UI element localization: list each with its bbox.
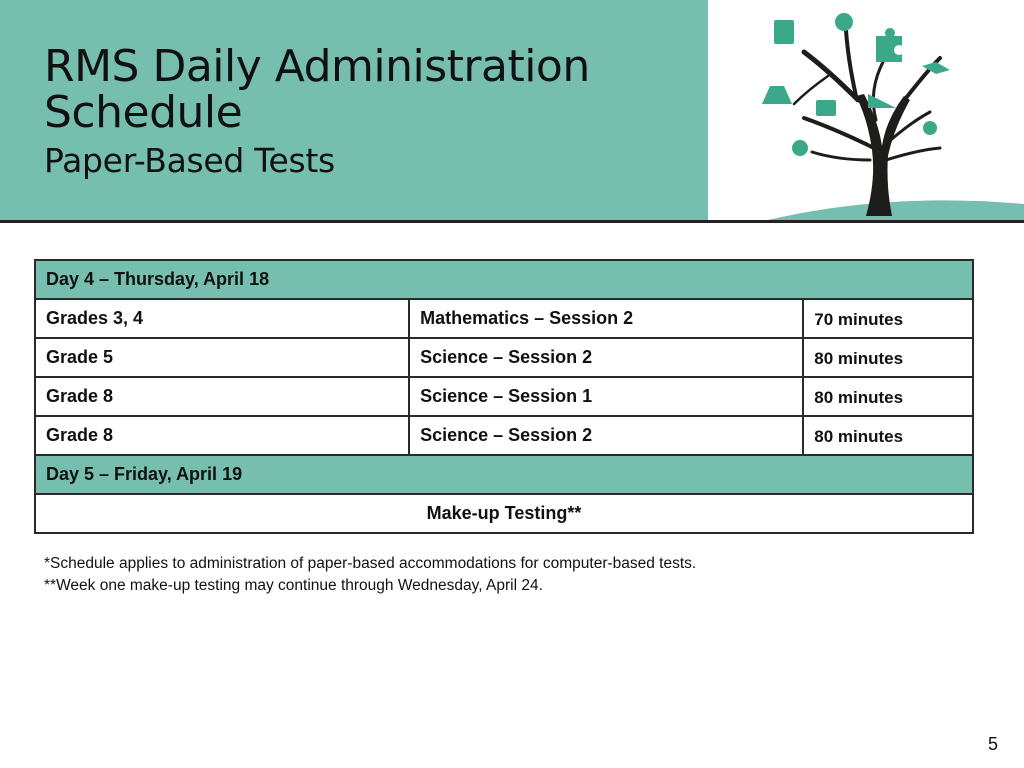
calculator-icon <box>774 20 794 44</box>
flask-icon <box>762 86 792 104</box>
page-number: 5 <box>987 734 998 754</box>
table-row <box>35 338 973 377</box>
day-5-label: Day 5 – Friday, April 19 <box>35 455 973 494</box>
microscope-icon <box>835 13 853 31</box>
day-header-row <box>35 455 973 494</box>
dna-icon <box>923 121 937 135</box>
grade-cell: Grade 8 <box>35 377 409 416</box>
duration-cell: 70 minutes <box>803 299 973 338</box>
slide-subtitle: Paper-Based Tests <box>44 141 335 180</box>
test-cell: Science – Session 2 <box>409 338 803 377</box>
test-cell: Science – Session 1 <box>409 377 803 416</box>
footnote-1: *Schedule applies to administration of paper-based accommodations for computer-based tests. <box>44 555 697 572</box>
duration-cell: 80 minutes <box>803 338 973 377</box>
duration-cell: 80 minutes <box>803 416 973 455</box>
footnotes <box>44 553 696 597</box>
grade-cell: Grade 5 <box>35 338 409 377</box>
puzzle-icon <box>876 28 902 62</box>
books-stack-icon <box>816 100 836 116</box>
table-row <box>35 416 973 455</box>
footnote-2: **Week one make-up testing may continue through Wednesday, April 24. <box>44 577 543 594</box>
logo-area <box>708 0 1024 220</box>
table-row <box>35 494 973 533</box>
day-4-label: Day 4 – Thursday, April 18 <box>35 260 973 299</box>
makeup-testing-cell: Make-up Testing** <box>35 494 973 533</box>
grade-cell: Grade 8 <box>35 416 409 455</box>
test-cell: Mathematics – Session 2 <box>409 299 803 338</box>
tree-of-knowledge-icon <box>708 0 1024 220</box>
header-band <box>0 0 708 220</box>
header-divider <box>0 220 1024 223</box>
table-row <box>35 377 973 416</box>
test-cell: Science – Session 2 <box>409 416 803 455</box>
ground-curve-icon <box>768 200 1024 220</box>
grade-cell: Grades 3, 4 <box>35 299 409 338</box>
magnifier-icon <box>792 140 808 156</box>
table-row <box>35 299 973 338</box>
schedule-table <box>34 259 974 534</box>
slide-title: RMS Daily Administration Schedule <box>44 41 590 138</box>
duration-cell: 80 minutes <box>803 377 973 416</box>
day-header-row <box>35 260 973 299</box>
